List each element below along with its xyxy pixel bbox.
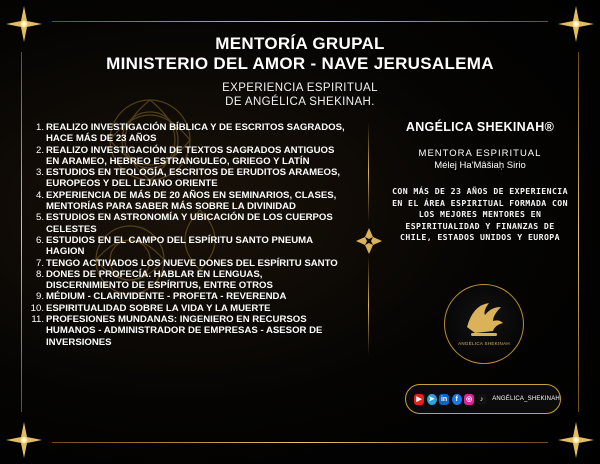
corner-ornament-icon: [2, 418, 46, 462]
profile-role: MENTORA ESPIRITUAL: [418, 148, 542, 159]
list-item: 1. REALIZO INVESTIGACIÓN BÍBLICA Y DE ESCRITOS SAGRADOS, HACE MÁS DE 23 AÑOS: [35, 122, 345, 145]
experience-list: [30, 122, 348, 348]
winged-lion-icon: [445, 285, 523, 363]
list-item: 8. DONES DE PROFECÍA. HABLAR EN LENGUAS, DISCERNIMIENTO DE ESPÍRITUS, ENTRE OTROS: [35, 268, 273, 292]
logo-text: ANGÉLICA SHEKINAH: [458, 341, 510, 346]
frame-top-line: [52, 21, 548, 22]
list-item: 2. REALIZO INVESTIGACIÓN DE TEXTOS SAGRADOS ANTIGUOS EN ARAMEO, HEBREO ESTRANGULEO, GRIEGO Y LATÍN: [35, 144, 335, 167]
frame-bottom-line: [52, 442, 548, 443]
profile-description: CON MÁS DE 23 AÑOS DE EXPERIENCIA EN EL ÁREA ESPIRITUAL FORMADA CON LOS MEJORES MENTORES EN ESPIRITUALIDAD Y FINANZAS DE CHILE, ESTADOS UNIDOS Y EUROPA: [392, 186, 568, 243]
facebook-icon[interactable]: f: [452, 394, 462, 405]
divider-line: [368, 122, 369, 222]
diamond-ornament-icon: [354, 226, 384, 256]
subtitle-line-2: DE ANGÉLICA SHEKINAH.: [225, 96, 375, 108]
subtitle-line-1: EXPERIENCIA ESPIRITUAL: [222, 82, 378, 94]
corner-ornament-icon: [554, 418, 598, 462]
list-item: 5. ESTUDIOS EN ASTRONOMÍA Y UBICACIÓN DE LOS CUERPOS CELESTES: [35, 212, 333, 235]
linkedin-icon[interactable]: in: [440, 395, 448, 403]
title-line-2: MINISTERIO DEL AMOR - NAVE JERUSALEMA: [106, 54, 494, 73]
list-item: 6. ESTUDIOS EN EL CAMPO DEL ESPÍRITU SANTO PNEUMA HAGION: [35, 234, 313, 258]
list-item: 10. ESPIRITUALIDAD SOBRE LA VIDA Y LA MUERTE: [30, 302, 271, 314]
youtube-icon[interactable]: ▶: [414, 394, 424, 405]
list-item: 7. TENGO ACTIVADOS LOS NUEVE DONES DEL ESPÍRITU SANTO: [35, 257, 338, 269]
list-item: 11. PROFESIONES MUNDANAS: INGENIERO EN RECURSOS HUMANOS - ADMINISTRADOR DE EMPRESAS - ASESOR DE INVERSIONES: [31, 314, 323, 348]
instagram-icon[interactable]: ◎: [464, 394, 474, 405]
brand-logo: [444, 284, 524, 364]
list-item: 3. ESTUDIOS EN TEOLOGÍA, ESCRITOS DE ERUDITOS ARAMEOS, EUROPEOS Y DEL LEJANO ORIENTE: [35, 167, 341, 190]
profile-subtitle: Mélej Ha'Mâšiaḥ Sirio: [434, 160, 526, 171]
title-line-1: MENTORÍA GRUPAL: [215, 34, 385, 53]
social-handle[interactable]: ANGÉLICA_SHEKINAH: [492, 396, 560, 402]
list-item: 4. EXPERIENCIA DE MÁS DE 20 AÑOS EN SEMINARIOS, CLASES, MENTORÍAS PARA SABER MÁS SOBRE LA DIVINIDAD: [35, 189, 337, 213]
profile-name: ANGÉLICA SHEKINAH®: [405, 120, 555, 134]
social-links-bar: [405, 384, 561, 414]
list-item: 9. MÉDIUM - CLARIVIDENTE - PROFETA - REVERENDA: [35, 291, 287, 303]
tiktok-icon[interactable]: ♪: [477, 394, 487, 405]
telegram-icon[interactable]: ➤: [427, 394, 437, 405]
divider-line: [368, 255, 369, 355]
